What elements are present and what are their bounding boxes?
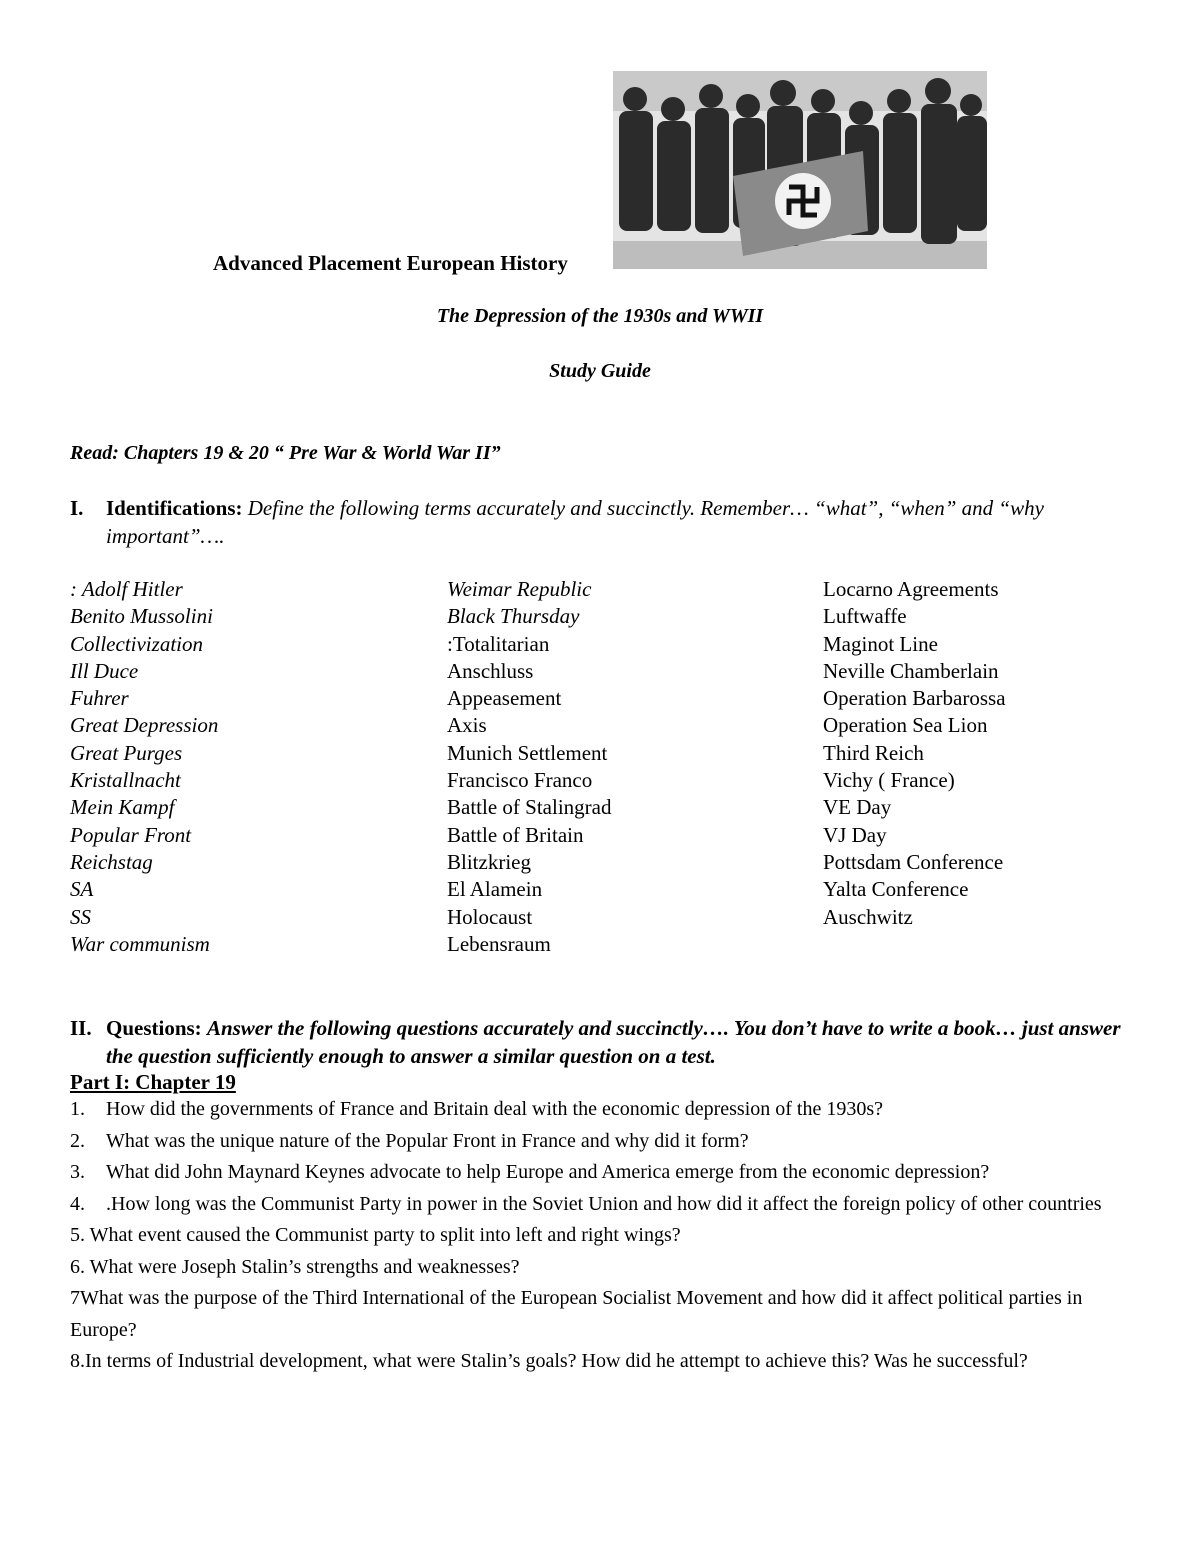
terms-column-3 xyxy=(823,576,1006,931)
term: Benito Mussolini xyxy=(70,604,213,629)
term: Collectivization xyxy=(70,631,203,656)
term: War communism xyxy=(70,931,210,956)
question-text: .How long was the Communist Party in power in the Soviet Union and how did it affect the foreign policy of other countries xyxy=(106,1192,1102,1215)
section2-heading: Questions: xyxy=(106,1016,202,1040)
term: Auschwitz xyxy=(823,904,913,929)
question-text: How did the governments of France and Britain deal with the economic depression of the 1930s? xyxy=(106,1098,884,1120)
question-item: 8.In terms of Industrial development, what were Stalin’s goals? How did he attempt to achieve this? Was he successful? xyxy=(70,1350,1028,1372)
term: El Alamein xyxy=(447,877,543,902)
question-number: 3. xyxy=(70,1161,85,1183)
term: Ill Duce xyxy=(70,658,139,683)
terms-column-2 xyxy=(447,576,611,958)
term: Munich Settlement xyxy=(447,740,608,765)
identifications-section xyxy=(70,494,1120,550)
term: Black Thursday xyxy=(447,604,580,629)
term: Great Depression xyxy=(70,713,219,738)
term: Reichstag xyxy=(70,849,153,874)
term: Francisco Franco xyxy=(447,768,593,793)
term: Mein Kampf xyxy=(70,795,175,820)
term: Battle of Stalingrad xyxy=(447,795,612,820)
term: Neville Chamberlain xyxy=(823,658,999,683)
section2-numeral: II. xyxy=(70,1016,92,1040)
question-text: What was the unique nature of the Popular Front in France and why did it form? xyxy=(106,1129,749,1152)
term: Maginot Line xyxy=(823,631,938,656)
term: :Totalitarian xyxy=(447,631,550,656)
question-number: 2. xyxy=(70,1129,85,1152)
question-item: 7What was the purpose of the Third International of the European Socialist Movement and how did it affect political parties in Europe? xyxy=(70,1287,1083,1341)
term: Anschluss xyxy=(447,658,534,683)
question-item: 5. What event caused the Communist party to split into left and right wings? xyxy=(70,1224,681,1246)
term: Holocaust xyxy=(447,904,533,929)
unit-title: The Depression of the 1930s and WWII xyxy=(436,305,764,327)
term: Great Purges xyxy=(70,740,183,765)
term: Vichy ( France) xyxy=(823,768,955,793)
section2-instruction: Answer the following questions accurately and succinctly…. You don’t have to write a book… just answer the question sufficiently enough to answer a similar question on a test. xyxy=(106,1016,1121,1068)
question-text: What did John Maynard Keynes advocate to help Europe and America emerge from the economic depression? xyxy=(106,1161,990,1183)
reading-assignment: Read: Chapters 19 & 20 “ Pre War & World War II” xyxy=(70,442,501,464)
soldiers-with-flag-photo xyxy=(613,71,987,269)
questions-section xyxy=(70,1014,1130,1070)
term: Axis xyxy=(447,713,487,738)
term: Operation Barbarossa xyxy=(823,686,1006,711)
term: SS xyxy=(70,904,91,929)
question-item: 6. What were Joseph Stalin’s strengths and weaknesses? xyxy=(70,1255,520,1278)
term: Pottsdam Conference xyxy=(823,849,1004,874)
question-item xyxy=(70,1126,1130,1158)
term: Lebensraum xyxy=(447,931,551,956)
question-item xyxy=(70,1189,1130,1221)
term: VE Day xyxy=(823,795,892,820)
term: Appeasement xyxy=(447,686,562,711)
section1-heading: Identifications: xyxy=(106,496,243,520)
term: Locarno Agreements xyxy=(823,577,999,601)
term: Operation Sea Lion xyxy=(823,713,988,738)
term: Yalta Conference xyxy=(823,877,969,902)
term: Blitzkrieg xyxy=(447,849,531,874)
section1-numeral: I. xyxy=(70,496,84,520)
question-list xyxy=(70,1094,1130,1378)
term: : Adolf Hitler xyxy=(70,577,183,601)
term: Fuhrer xyxy=(70,686,129,711)
question-number: 4. xyxy=(70,1192,85,1215)
question-number: 1. xyxy=(70,1098,85,1120)
doc-type: Study Guide xyxy=(549,360,651,382)
term: Kristallnacht xyxy=(70,768,181,793)
term: Battle of Britain xyxy=(447,822,584,847)
term: SA xyxy=(70,877,94,902)
section1-instruction: Define the following terms accurately and succinctly. Remember… “what”, “when” and “why important”…. xyxy=(106,496,1044,548)
term: Weimar Republic xyxy=(447,577,592,601)
question-item xyxy=(70,1157,1130,1189)
course-title: Advanced Placement European History xyxy=(213,251,568,275)
term: Third Reich xyxy=(823,740,924,765)
part1-heading: Part I: Chapter 19 xyxy=(70,1070,236,1094)
terms-column-1 xyxy=(70,576,218,958)
question-item xyxy=(70,1094,1130,1126)
term: Luftwaffe xyxy=(823,604,907,629)
term: VJ Day xyxy=(823,822,887,847)
term: Popular Front xyxy=(70,822,192,847)
